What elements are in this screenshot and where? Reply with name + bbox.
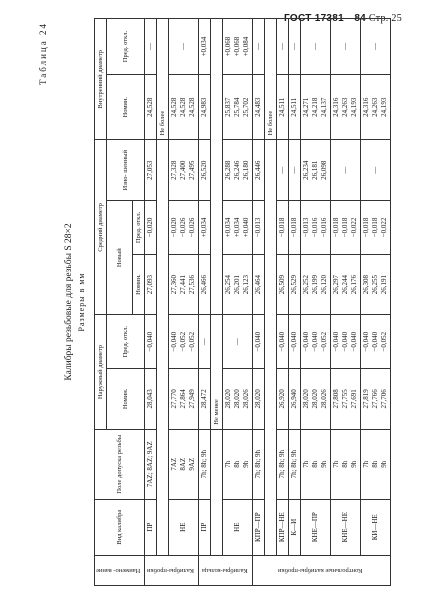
cell-md-worn: 27,328 27,400 27,495 (169, 140, 199, 201)
cell-id-dev: — (289, 19, 301, 75)
cell-od-nom: 28,020 (253, 369, 265, 430)
table-row (331, 19, 361, 586)
table-row (253, 19, 265, 586)
cell-md-dev: −0,013 −0,016 −0,016 (301, 201, 331, 255)
cell-od-dev: −0,040 (145, 315, 157, 369)
cell-fields: 7h; 8h; 9h (253, 429, 265, 499)
cell-md-worn: — (361, 140, 391, 201)
cell-md-worn: 27,053 (145, 140, 157, 201)
cell-od-dev: −0,040 −0,040 −0,052 (301, 315, 331, 369)
col-outer-diameter: Наружный диаметр (95, 315, 107, 429)
col-outer-dev: Пред. откл. (107, 315, 145, 369)
group-rings: Калибры-кольца (199, 555, 253, 585)
table-row (199, 19, 211, 586)
cell-type: НЕ (223, 499, 253, 555)
cell-od-dev: — (199, 315, 211, 369)
cell-od-nom: 27,808 27,755 27,691 (331, 369, 361, 430)
rotated-table-area (36, 18, 388, 586)
cell-id-nom: 24,316 24,263 24,193 (361, 75, 391, 140)
table-title: Калибры резьбовые для резьбы S 28×2 (64, 223, 74, 381)
table-row (223, 19, 253, 586)
note-ne-menee: Не менее (211, 315, 223, 429)
col-mid-nomin: Номин. (133, 254, 145, 315)
cell-id-nom: 24,483 (253, 75, 265, 140)
cell-od-dev: −0,040 −0,040 −0,040 (331, 315, 361, 369)
cell-md-worn: 26,446 (253, 140, 265, 201)
cell-type: КИ—НЕ (361, 499, 391, 555)
cell-od-dev: −0,040 −0,040 −0,052 (361, 315, 391, 369)
cell-type: КНЕ—НЕ (331, 499, 361, 555)
cell-id-nom: 24,271 24,218 24,137 (301, 75, 331, 140)
col-inner-diameter: Внутренний диаметр (95, 19, 107, 140)
cell-od-nom: 28,020 28,020 28,026 (223, 369, 253, 430)
cell-id-dev: — (253, 19, 265, 75)
cell-fields: 7h 8h 9h (331, 429, 361, 499)
cell-md-worn: — (277, 140, 289, 201)
cell-md-nom: 26,509 (277, 254, 289, 315)
table-row (289, 19, 301, 586)
cell-md-dev: −0,018 −0,018 −0,022 (331, 201, 361, 255)
cell-id-nom: 24,511 (277, 75, 289, 140)
cell-md-dev: −0,018 (277, 201, 289, 255)
group-control: Контрольные калибры-пробки (253, 555, 391, 585)
cell-od-nom: 26,920 (277, 369, 289, 430)
cell-fields: 7h; 8h; 9h (199, 429, 211, 499)
cell-id-dev: — (277, 19, 289, 75)
cell-md-dev: −0,020 −0,026 −0,026 (169, 201, 199, 255)
cell-md-worn: 26,288 26,246 26,180 (223, 140, 253, 201)
note-row (211, 19, 223, 586)
cell-type: ПР (145, 499, 157, 555)
cell-id-nom: 24,528 24,528 24,528 (169, 75, 199, 140)
cell-fields: 7AZ; 8AZ; 9AZ (145, 429, 157, 499)
page-number: Стр. 25 (368, 13, 402, 24)
cell-md-dev: −0,013 (253, 201, 265, 255)
cell-od-dev: −0,040 (289, 315, 301, 369)
table-subtitle: Размеры в мм (77, 272, 86, 332)
cell-type: ПР (199, 499, 211, 555)
cell-md-dev: +0,034 (199, 201, 211, 255)
cell-od-nom: 27,770 27,864 27,949 (169, 369, 199, 430)
cell-md-nom: 26,297 26,244 26,176 (331, 254, 361, 315)
table-row (301, 19, 331, 586)
cell-id-dev: +0,068 +0,068 +0,084 (223, 19, 253, 75)
cell-md-nom: 26,252 26,199 26,120 (301, 254, 331, 315)
cell-od-dev: −0,040 (277, 315, 289, 369)
cell-od-dev: −0,040 −0,052 −0,052 (169, 315, 199, 369)
note-row (265, 19, 277, 586)
note-ne-bolee-2: Не более (265, 19, 277, 140)
cell-od-nom: 28,020 28,020 28,026 (301, 369, 331, 430)
cell-id-nom: 24,316 24,263 24,193 (331, 75, 361, 140)
gauge-table (94, 18, 391, 586)
cell-fields: 7h 8h 9h (223, 429, 253, 499)
col-mid-dev: Пред. откл. (133, 201, 145, 255)
cell-fields: 7h 8h 9h (361, 429, 391, 499)
note-row (157, 19, 169, 586)
cell-type: КПР—НЕ (277, 499, 289, 555)
cell-md-dev: +0,034 +0,034 +0,040 (223, 201, 253, 255)
cell-od-dev: −0,040 (253, 315, 265, 369)
standard-number: ГОСТ 17381—84 (284, 13, 367, 24)
cell-md-nom: 27,360 27,441 27,536 (169, 254, 199, 315)
col-inner-nomin: Номин. (107, 75, 145, 140)
table-row (169, 19, 199, 586)
cell-type: КПР—ПР (253, 499, 265, 555)
cell-fields: 7h; 8h; 9h (277, 429, 289, 499)
col-mid-worn: Изно- шенный (107, 140, 145, 201)
cell-md-nom: 26,254 26,201 26,123 (223, 254, 253, 315)
col-outer-nomin: Номин. (107, 369, 145, 430)
cell-id-nom: 24,528 (145, 75, 157, 140)
col-type: Вид калибра (95, 499, 145, 555)
note-ne-bolee: Не более (157, 19, 169, 140)
col-tolerance-field: Поле допуска резьбы (95, 429, 145, 499)
cell-md-dev: −0,020 (145, 201, 157, 255)
group-plugs: Калибры-пробки (145, 555, 199, 585)
cell-fields: 7h; 8h; 9h (289, 429, 301, 499)
cell-md-nom: 26,466 (199, 254, 211, 315)
cell-type: К—И (289, 499, 301, 555)
cell-md-dev: −0,018 −0,018 −0,022 (361, 201, 391, 255)
cell-od-nom: 28,472 (199, 369, 211, 430)
cell-md-nom: 26,464 (253, 254, 265, 315)
table-label: Таблица 24 (38, 22, 48, 85)
cell-id-dev: +0,034 (199, 19, 211, 75)
cell-od-nom: 28,043 (145, 369, 157, 430)
cell-id-nom: 24,511 (289, 75, 301, 140)
cell-id-nom: 24,983 (199, 75, 211, 140)
cell-fields: 7AZ 8AZ 9AZ (169, 429, 199, 499)
cell-id-dev: — (145, 19, 157, 75)
cell-od-nom: 26,940 (289, 369, 301, 430)
col-mid-new: Новый (107, 201, 133, 315)
cell-id-dev: — (331, 19, 361, 75)
cell-id-dev: — (169, 19, 199, 75)
cell-id-dev: — (361, 19, 391, 75)
cell-od-nom: 27,819 27,766 27,706 (361, 369, 391, 430)
cell-md-worn: — (331, 140, 361, 201)
col-name: Наимено- вание (95, 555, 145, 585)
cell-md-worn: 26,234 26,181 26,098 (301, 140, 331, 201)
cell-md-worn: 26,520 (199, 140, 211, 201)
table-row (145, 19, 157, 586)
table-row (277, 19, 289, 586)
cell-id-nom: 25,837 25,784 25,702 (223, 75, 253, 140)
table-row (361, 19, 391, 586)
cell-md-nom: 27,093 (145, 254, 157, 315)
cell-md-nom: 26,529 (289, 254, 301, 315)
cell-fields: 7h 8h 9h (301, 429, 331, 499)
col-mid-diameter: Средний диаметр (95, 140, 107, 315)
cell-type: КНЕ—ПР (301, 499, 331, 555)
col-inner-dev: Пред. откл. (107, 19, 145, 75)
cell-md-nom: 26,308 26,255 26,191 (361, 254, 391, 315)
cell-md-worn: — (289, 140, 301, 201)
cell-id-dev: — (301, 19, 331, 75)
cell-type: НЕ (169, 499, 199, 555)
cell-od-dev: — (223, 315, 253, 369)
cell-md-dev: −0,018 (289, 201, 301, 255)
